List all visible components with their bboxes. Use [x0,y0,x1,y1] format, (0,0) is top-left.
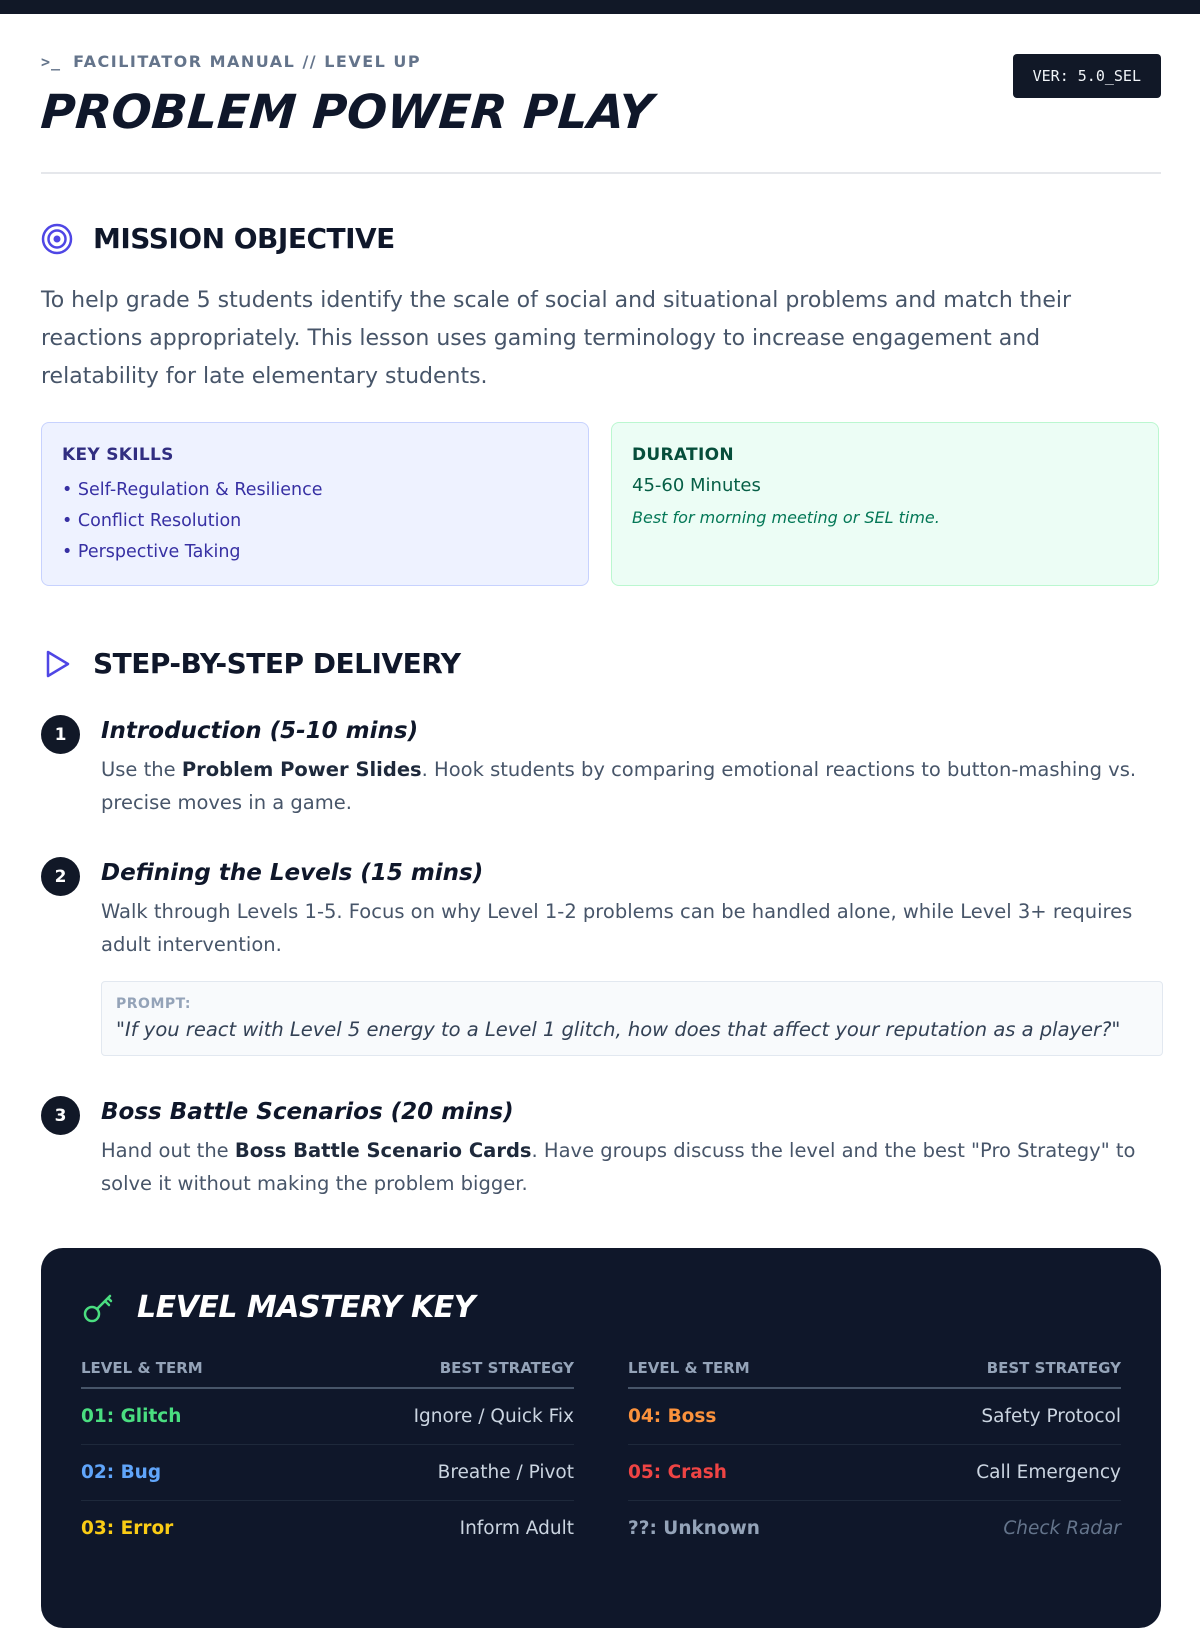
step-item [41,857,1163,1056]
mastery-table-left [81,1359,574,1556]
top-bar [0,0,1200,14]
section-title: STEP-BY-STEP DELIVERY [93,647,461,680]
level-term: 04: Boss [628,1406,717,1427]
column-header: LEVEL & TERM [628,1359,750,1377]
level-term: 03: Error [81,1518,174,1539]
list-item: • Perspective Taking [62,537,568,568]
highlight-text: Problem Power Slides [181,758,422,781]
mastery-table-right [628,1359,1121,1556]
delivery-heading [41,647,461,680]
column-header: BEST STRATEGY [439,1359,574,1377]
strategy: Breathe / Pivot [437,1462,574,1483]
duration-card [611,422,1159,586]
section-title: LEVEL MASTERY KEY [137,1290,475,1325]
column-header: BEST STRATEGY [986,1359,1121,1377]
mission-objective-heading [41,222,395,255]
strategy: Check Radar [1003,1518,1121,1539]
prompt-quote: "If you react with Level 5 energy to a Level 1 glitch, how does that affect your reputation as a player?" [116,1018,1121,1041]
level-term: 02: Bug [81,1462,162,1483]
strategy: Inform Adult [459,1518,574,1539]
step-item [41,1096,1163,1200]
eyebrow-text: FACILITATOR MANUAL // LEVEL UP [73,52,422,71]
skill-list [62,475,568,568]
objective-text: To help grade 5 students identify the scale of social and situational problems and match their reactions appropriately. This lesson uses gaming terminology to increase engagement and relatability for late elementary students. [41,288,1072,389]
page-title: PROBLEM POWER PLAY [39,85,655,140]
header-divider [41,172,1161,174]
step-text: Hand out the Boss Battle Scenario Cards. Have groups discuss the level and the best "Pro Strategy" to solve it without making the problem bigger. [101,1139,1136,1195]
eyebrow [41,52,1161,71]
column-header: LEVEL & TERM [81,1359,203,1377]
level-term: ??: Unknown [628,1518,760,1539]
step-item [41,715,1163,819]
table-row [628,1389,1121,1445]
duration-note: Best for morning meeting or SEL time. [632,508,940,527]
section-title: MISSION OBJECTIVE [93,222,395,255]
target-icon [41,223,73,255]
list-item: • Conflict Resolution [62,506,568,537]
table-row [81,1389,574,1445]
table-row [628,1445,1121,1501]
table-header [628,1359,1121,1389]
play-icon [41,648,73,680]
step-number: 3 [41,1096,80,1135]
card-title: DURATION [632,445,734,465]
prompt-box [101,981,1163,1056]
step-title: Introduction (5-10 mins) [101,718,419,744]
list-item: • Self-Regulation & Resilience [62,475,568,506]
step-text: Walk through Levels 1-5. Focus on why Level 1-2 problems can be handled alone, while Level 3+ requires adult intervention. [101,900,1133,956]
step-number: 2 [41,857,80,896]
mastery-heading [81,1290,1121,1325]
card-title: KEY SKILLS [62,445,174,465]
level-mastery-panel [41,1248,1161,1628]
strategy: Ignore / Quick Fix [413,1406,574,1427]
table-row [81,1445,574,1501]
strategy: Call Emergency [976,1462,1121,1483]
level-term: 01: Glitch [81,1406,182,1427]
step-title: Defining the Levels (15 mins) [101,860,484,886]
step-title: Boss Battle Scenarios (20 mins) [101,1099,514,1125]
step-number: 1 [41,715,80,754]
prompt-label: PROMPT: [116,996,192,1012]
page-header [41,52,1161,140]
duration-value: 45-60 Minutes [632,475,761,496]
highlight-text: Boss Battle Scenario Cards [234,1139,532,1162]
table-row [628,1501,1121,1556]
step-text: Use the Problem Power Slides. Hook students by comparing emotional reactions to button-mashing vs. precise moves in a game. [101,758,1137,814]
terminal-icon: >_ [41,52,62,71]
key-icon [81,1291,115,1325]
level-term: 05: Crash [628,1462,727,1483]
key-skills-card [41,422,589,586]
table-header [81,1359,574,1389]
version-badge: VER: 5.0_SEL [1013,54,1161,98]
table-row [81,1501,574,1556]
strategy: Safety Protocol [981,1406,1121,1427]
